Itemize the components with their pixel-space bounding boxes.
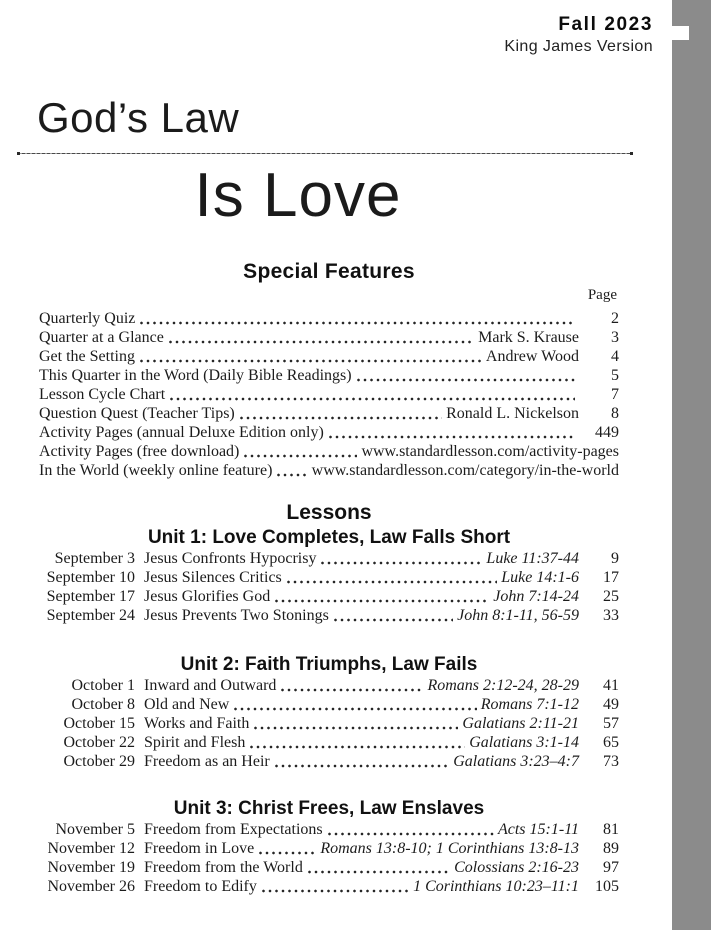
lesson-title: Freedom from Expectations [144,821,323,838]
lesson-title: Inward and Outward [144,677,277,694]
feature-row [39,423,619,442]
lesson-page-number: 25 [603,588,619,605]
feature-page-number: 4 [611,348,619,365]
dot-leader [334,618,453,622]
dot-leader [275,764,449,768]
scan-edge-bar [672,0,711,930]
unit-2-heading: Unit 2: Faith Triumphs, Law Fails [180,654,478,675]
lesson-row [39,877,619,896]
feature-row [39,404,619,423]
lesson-date: September 10 [46,569,135,586]
dot-leader [287,580,497,584]
title-divider [17,153,633,154]
unit-3-list [39,820,619,896]
lesson-page-number: 9 [611,550,619,567]
lesson-row [39,820,619,839]
special-features-section [39,260,619,480]
scripture-reference: Romans 7:1-12 [480,696,579,713]
feature-author-or-url: www.standardlesson.com/category/in-the-world [311,462,619,479]
scripture-reference: Romans 13:8-10; 1 Corinthians 13:8-13 [320,840,579,857]
lesson-page-number: 17 [603,569,619,586]
dot-leader [262,889,409,893]
scripture-reference: Galatians 3:1-14 [469,734,579,751]
page-title-line2: Is Love [194,161,402,230]
feature-row [39,366,619,385]
scripture-reference: Colossians 2:16-23 [454,859,579,876]
lesson-unit-2 [39,653,619,771]
feature-author-or-url: Ronald L. Nickelson [446,405,579,422]
feature-row [39,385,619,404]
lesson-row [39,606,619,625]
feature-title: Quarter at a Glance [39,329,164,346]
lesson-date: October 1 [71,677,135,694]
lesson-page-number: 81 [603,821,619,838]
lesson-row [39,695,619,714]
special-features-list [39,309,619,480]
dot-leader [308,870,450,874]
special-features-heading: Special Features [243,260,415,283]
feature-author-or-url: Mark S. Krause [478,329,579,346]
dot-leader [329,435,575,439]
lesson-title: Jesus Silences Critics [144,569,282,586]
feature-page-number: 2 [611,310,619,327]
lesson-title: Spirit and Flesh [144,734,246,751]
feature-title: In the World (weekly online feature) [39,462,273,479]
feature-row [39,309,619,328]
feature-title: Get the Setting [39,348,135,365]
lesson-date: October 22 [63,734,135,751]
lesson-title: Works and Faith [144,715,250,732]
feature-author-or-url: www.standardlesson.com/activity-pages [361,443,619,460]
feature-page-number: 7 [611,386,619,403]
dot-leader [169,340,474,344]
unit-3-heading: Unit 3: Christ Frees, Law Enslaves [173,798,485,819]
lesson-page-number: 33 [603,607,619,624]
feature-row [39,347,619,366]
lesson-unit-3 [39,797,619,896]
lesson-date: November 26 [47,878,135,895]
dot-leader [321,561,482,565]
lesson-title: Jesus Glorifies God [144,588,271,605]
lesson-page-number: 41 [603,677,619,694]
lesson-page-number: 73 [603,753,619,770]
lesson-date: October 8 [71,696,135,713]
lesson-title: Old and New [144,696,230,713]
feature-author-or-url: Andrew Wood [485,348,579,365]
scripture-reference: Galatians 3:23–4:7 [453,753,579,770]
dot-leader [140,321,575,325]
lesson-row [39,839,619,858]
dot-leader [140,359,482,363]
unit-2-list [39,676,619,771]
lesson-row [39,714,619,733]
lesson-unit-1 [39,526,619,625]
lesson-row [39,752,619,771]
unit-1-list [39,549,619,625]
lesson-title: Freedom to Edify [144,878,257,895]
lesson-date: September 24 [46,607,135,624]
feature-title: Question Quest (Teacher Tips) [39,405,235,422]
feature-page-number: 8 [611,405,619,422]
dot-leader [277,473,307,477]
page-column-label: Page [587,287,617,303]
feature-title: Activity Pages (free download) [39,443,240,460]
lesson-row [39,733,619,752]
feature-page-number: 3 [611,329,619,346]
lesson-title: Freedom from the World [144,859,303,876]
lesson-row [39,549,619,568]
lesson-title: Freedom as an Heir [144,753,270,770]
lesson-page-number: 65 [603,734,619,751]
lesson-row [39,587,619,606]
lesson-date: November 5 [55,821,135,838]
scripture-reference: John 8:1-11, 56-59 [457,607,579,624]
lesson-page-number: 105 [595,878,619,895]
lesson-date: September 17 [46,588,135,605]
table-of-contents [39,260,619,896]
dot-leader [259,851,316,855]
lesson-date: October 15 [63,715,135,732]
dot-leader [254,726,458,730]
scripture-reference: Galatians 2:11-21 [462,715,579,732]
scripture-reference: Acts 15:1-11 [497,821,579,838]
dot-leader [275,599,489,603]
feature-title: Activity Pages (annual Deluxe Edition only) [39,424,324,441]
feature-title: Lesson Cycle Chart [39,386,166,403]
dot-leader [357,378,575,382]
edge-bar-notch [672,26,689,40]
scripture-reference: John 7:14-24 [493,588,579,605]
lesson-date: November 19 [47,859,135,876]
dot-leader [328,832,494,836]
lesson-title: Freedom in Love [144,840,255,857]
lessons-section [39,501,619,896]
lesson-page-number: 49 [603,696,619,713]
feature-page-number: 5 [611,367,619,384]
unit-1-heading: Unit 1: Love Completes, Law Falls Short [147,527,511,548]
lesson-date: September 3 [54,550,135,567]
dot-leader [240,416,442,420]
dot-leader [250,745,465,749]
scripture-reference: Romans 2:12-24, 28-29 [427,677,579,694]
title-block [17,94,633,228]
lesson-date: November 12 [47,840,135,857]
lesson-page-number: 97 [603,859,619,876]
dot-leader [244,454,357,458]
lesson-row [39,858,619,877]
feature-page-number: 449 [595,424,619,441]
masthead [504,14,653,57]
lesson-page-number: 89 [603,840,619,857]
lesson-title: Jesus Confronts Hypocrisy [144,550,317,567]
feature-title: Quarterly Quiz [39,310,136,327]
page-title-line1: God’s Law [37,94,240,141]
bible-version-label: King James Version [504,38,653,55]
lesson-row [39,676,619,695]
lessons-heading: Lessons [286,501,372,524]
scripture-reference: Luke 14:1-6 [501,569,579,586]
feature-row [39,328,619,347]
lesson-date: October 29 [63,753,135,770]
lesson-title: Jesus Prevents Two Stonings [144,607,329,624]
feature-row [39,461,619,480]
scripture-reference: Luke 11:37-44 [486,550,579,567]
dot-leader [281,688,423,692]
season-label: Fall 2023 [558,14,653,35]
feature-row [39,442,619,461]
scripture-reference: 1 Corinthians 10:23–11:1 [413,878,579,895]
dot-leader [170,397,575,401]
dot-leader [234,707,476,711]
feature-title: This Quarter in the Word (Daily Bible Readings) [39,367,352,384]
lesson-row [39,568,619,587]
lesson-page-number: 57 [603,715,619,732]
